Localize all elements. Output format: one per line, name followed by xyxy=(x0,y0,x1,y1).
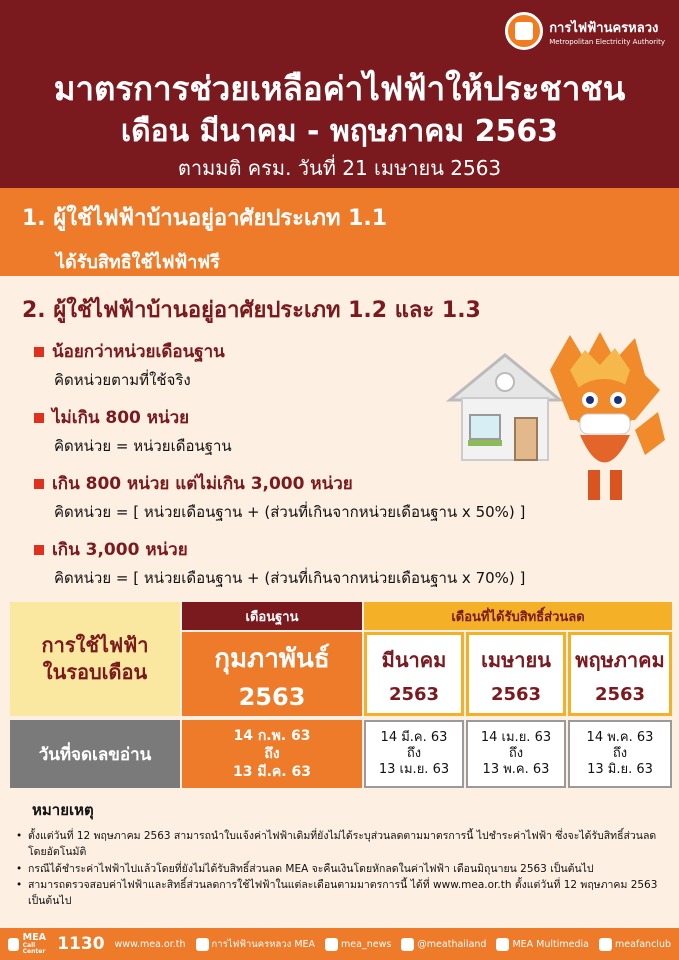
notes-title: หมายเหตุ xyxy=(32,801,94,819)
base-month-name: กุมภาพันธ์ xyxy=(214,643,330,674)
reading-from: 14 ก.พ. 63 xyxy=(233,727,311,744)
youtube-link[interactable] xyxy=(496,938,589,951)
discount-reading-dates xyxy=(568,720,672,788)
logo-english-name: Metropolitan Electricity Authority xyxy=(549,37,665,46)
discount-months-header: เดือนที่ได้รับสิทธิ์ส่วนลด xyxy=(364,602,672,630)
section-1-detail: ได้รับสิทธิใช้ไฟฟ้าฟรี xyxy=(56,252,220,273)
mea-logo xyxy=(505,12,665,50)
item-head: เกิน 3,000 หน่วย xyxy=(52,540,188,560)
usage-label-line1: การใช้ไฟฟ้า xyxy=(41,633,149,657)
period-title: เดือน มีนาคม - พฤษภาคม 2563 xyxy=(120,114,559,149)
logo-thai-name: การไฟฟ้านครหลวง xyxy=(549,20,659,36)
discount-reading-dates xyxy=(364,720,464,788)
meter-reading-label: วันที่จดเลขอ่าน xyxy=(10,720,180,788)
reading-to: 13 พ.ค. 63 xyxy=(482,762,550,778)
footer-bar xyxy=(0,928,679,960)
facebook-link[interactable] xyxy=(196,937,315,952)
reading-to: 13 เม.ย. 63 xyxy=(378,762,450,778)
instagram-text: meafanclub xyxy=(614,938,671,950)
discount-month-year: 2563 xyxy=(490,683,542,705)
twitter-link[interactable] xyxy=(325,938,391,951)
notes-section xyxy=(14,798,670,909)
bullet-square-icon xyxy=(34,413,44,423)
call-center-label: Call Center xyxy=(22,941,46,955)
item-desc: คิดหน่วย = [ หน่วยเดือนฐาน + (ส่วนที่เกินจากหน่วยเดือนฐาน x 50%) ] xyxy=(54,503,526,521)
reading-from: 14 เม.ย. 63 xyxy=(480,729,552,745)
reading-from: 14 พ.ค. 63 xyxy=(586,729,654,745)
bullet-square-icon xyxy=(34,479,44,489)
call-number: 1130 xyxy=(57,934,105,954)
schedule-table xyxy=(10,602,672,788)
instagram-icon xyxy=(599,938,612,951)
item-head: เกิน 800 หน่วย แต่ไม่เกิน 3,000 หน่วย xyxy=(52,474,353,494)
discount-month-year: 2563 xyxy=(388,683,440,705)
list-item xyxy=(34,536,654,590)
instagram-link[interactable] xyxy=(599,938,671,951)
youtube-icon xyxy=(496,938,509,951)
base-month-header: เดือนฐาน xyxy=(182,602,362,630)
discount-month-cell xyxy=(364,632,464,716)
item-desc: คิดหน่วย = [ หน่วยเดือนฐาน + (ส่วนที่เกินจากหน่วยเดือนฐาน x 70%) ] xyxy=(54,569,526,587)
note-item: • สามารถตรวจสอบค่าไฟฟ้าและสิทธิ์ส่วนลดการใช้ไฟฟ้าในแต่ละเดือนตามมาตรการนี้ ได้ที่ www.mea.or.th ตั้งแต่วันที่ 12 พฤษภาคม 2563 เป็นต้นไป xyxy=(14,877,670,910)
twitter-icon xyxy=(325,938,338,951)
cabinet-resolution: ตามมติ ครม. วันที่ 21 เมษายน 2563 xyxy=(177,156,502,180)
line-text: @meathailand xyxy=(417,938,487,950)
discount-reading-dates xyxy=(466,720,566,788)
item-head: น้อยกว่าหน่วยเดือนฐาน xyxy=(52,342,225,362)
item-desc: คิดหน่วยตามที่ใช้จริง xyxy=(54,371,191,389)
note-item: • ตั้งแต่วันที่ 12 พฤษภาคม 2563 สามารถนำใบแจ้งค่าไฟฟ้าเดิมที่ยังไม่ได้ระบุส่วนลดตามมาตรการนี้ ไปชำระค่าไฟฟ้า ซึ่งจะได้รับสิทธิ์ส่วนลดโดยอัตโนมัติ xyxy=(14,828,670,861)
reading-from: 14 มี.ค. 63 xyxy=(380,729,448,745)
usage-label-line2: ในรอบเดือน xyxy=(42,660,148,684)
header-banner xyxy=(0,0,679,188)
discount-month-cell xyxy=(466,632,566,716)
mascot-illustration xyxy=(540,330,670,510)
mea-emblem-icon xyxy=(505,12,543,50)
twitter-text: mea_news xyxy=(341,938,392,950)
reading-to-label: ถึง xyxy=(508,745,524,761)
facebook-text: การไฟฟ้านครหลวง MEA xyxy=(211,938,316,950)
reading-to-label: ถึง xyxy=(612,745,628,761)
facebook-icon xyxy=(196,938,209,951)
note-item: • กรณีได้ชำระค่าไฟฟ้าไปแล้วโดยที่ยังไม่ได้รับสิทธิ์ส่วนลด MEA จะคืนเงินโดยหักลดในค่าไฟฟ้า เดือนมิถุนายน 2563 เป็นต้นไป xyxy=(14,861,670,877)
youtube-text: MEA Multimedia xyxy=(512,938,589,950)
main-title: มาตรการช่วยเหลือค่าไฟฟ้าให้ประชาชน xyxy=(53,69,626,108)
discount-month-name: มีนาคม xyxy=(381,647,447,672)
reading-to-label: ถึง xyxy=(264,745,280,762)
reading-to: 13 มิ.ย. 63 xyxy=(587,762,653,778)
base-month-year: 2563 xyxy=(238,682,306,711)
section-1-title: 1. ผู้ใช้ไฟฟ้าบ้านอยู่อาศัยประเภท 1.1 xyxy=(22,206,388,231)
reading-to-label: ถึง xyxy=(406,745,422,761)
item-head: ไม่เกิน 800 หน่วย xyxy=(52,408,190,428)
call-center[interactable] xyxy=(8,933,105,955)
phone-icon xyxy=(8,938,19,951)
item-desc: คิดหน่วย = หน่วยเดือนฐาน xyxy=(54,437,232,455)
discount-month-year: 2563 xyxy=(594,683,646,705)
section-1 xyxy=(0,188,679,276)
reading-to: 13 มี.ค. 63 xyxy=(233,764,311,781)
discount-month-name: เมษายน xyxy=(481,647,551,672)
base-reading-dates xyxy=(182,720,362,788)
bullet-square-icon xyxy=(34,545,44,555)
line-icon xyxy=(401,938,414,951)
usage-cycle-label xyxy=(10,602,180,716)
website-text: www.mea.or.th xyxy=(114,938,186,950)
discount-month-cell xyxy=(568,632,672,716)
discount-month-name: พฤษภาคม xyxy=(575,647,665,672)
call-brand: MEA xyxy=(22,932,46,944)
base-month-cell xyxy=(182,632,362,716)
line-link[interactable] xyxy=(401,938,486,951)
website-link[interactable] xyxy=(115,939,186,950)
section-2-title: 2. ผู้ใช้ไฟฟ้าบ้านอยู่อาศัยประเภท 1.2 และ 1.3 xyxy=(22,298,481,323)
bullet-square-icon xyxy=(34,347,44,357)
